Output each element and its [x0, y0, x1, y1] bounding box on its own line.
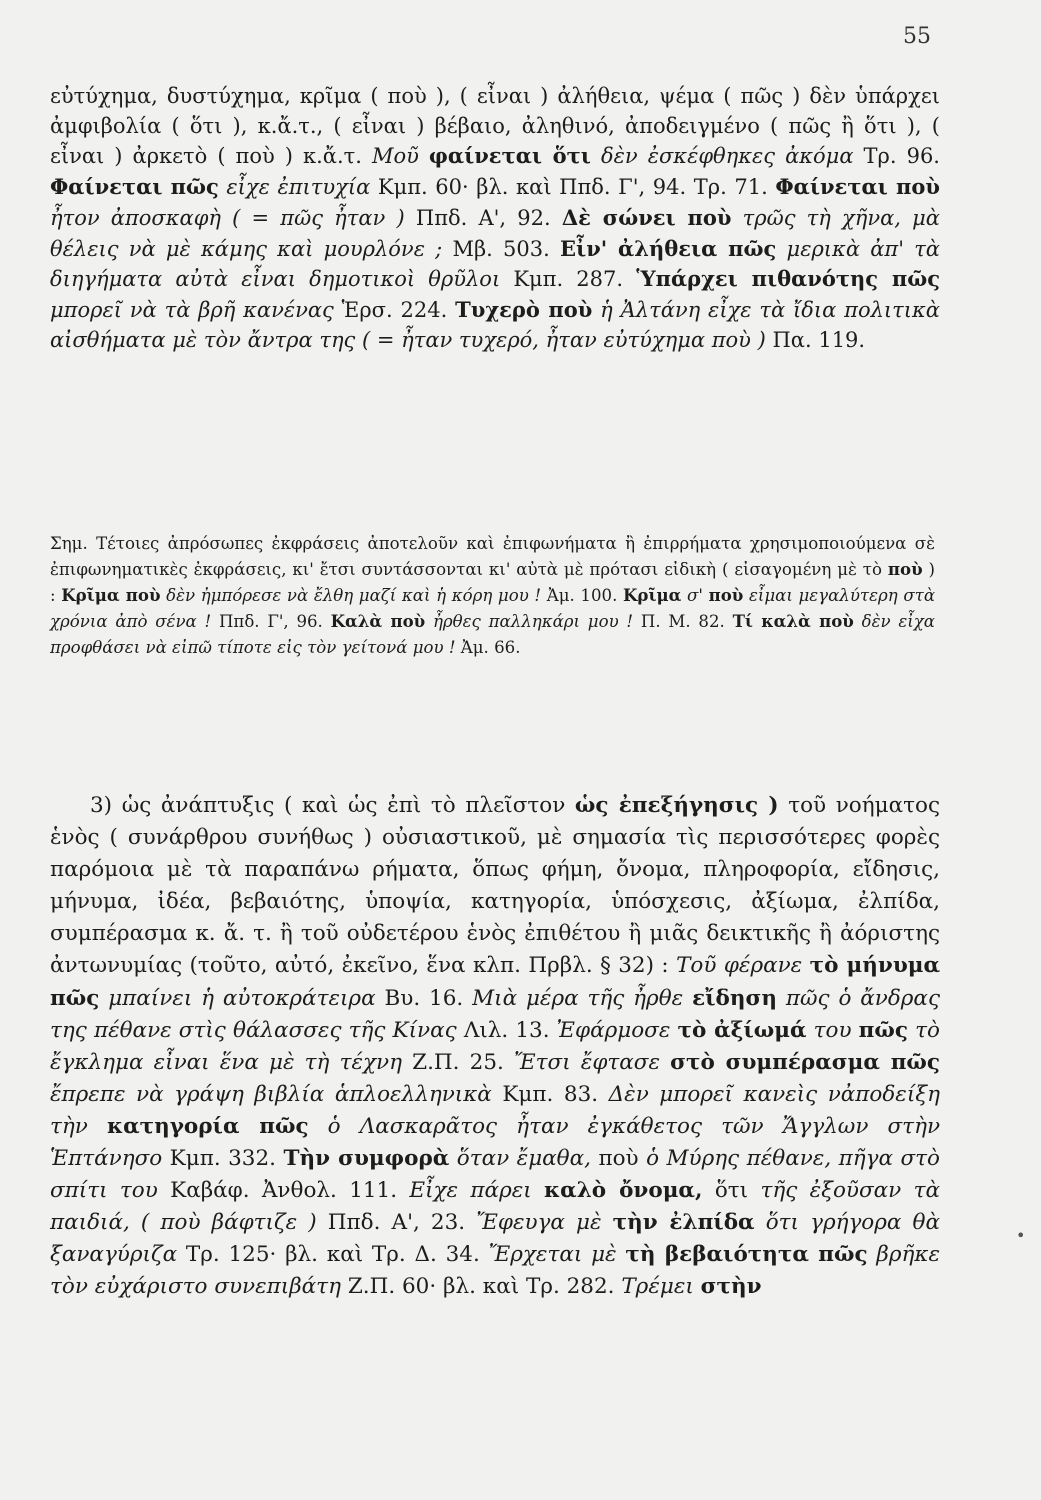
- example-text: ὅτι γρήγορα θὰ ξαναγύριζα: [50, 1210, 940, 1268]
- example-text: εἶμαι μεγαλύτερη στὰ χρόνια ἀπὸ σένα !: [50, 585, 936, 631]
- keyword: Δὲ σώνει ποὺ: [561, 204, 732, 230]
- keyword: Φαίνεται πῶς: [50, 174, 219, 200]
- example-text: Ἔτσι ἔφτασε: [513, 1049, 661, 1075]
- text-run: Τέτοιες ἀπρόσωπες ἐκφράσεις ἀποτελοῦν καὶ ἐπιφωνήματα ἢ ἐπιρρήματα χρησιμοποιούμενα σὲ ἐπιφωνηματικὲς ἐκφράσεις, κι' ἔτσι συντάσσονται κι' αὐτὰ μὲ πρότασι εἰδικὴ ( εἰσαγομένη μὲ τὸ: [50, 534, 935, 579]
- example-text: του: [813, 1017, 852, 1043]
- citation: Ἑρσ. 224.: [341, 297, 448, 322]
- keyword: Τὴν συμφορὰ: [283, 1146, 450, 1172]
- example-text: ἔπρεπε νὰ γράψη βιβλία ἁπλοελληνικὰ: [50, 1081, 492, 1107]
- example-text: μπαίνει ἡ αὐτοκράτειρα: [108, 985, 376, 1011]
- example-text: εἶχε ἐπιτυχία: [226, 175, 371, 200]
- paragraph-impersonal-expressions: [50, 82, 940, 355]
- example-text: δὲν ἠμπόρεσε νὰ ἔλθη μαζί καὶ ἡ κόρη μου !: [166, 585, 542, 605]
- example-text: Εἶχε πάρει: [409, 1178, 532, 1204]
- text-run: ὡς ἀνάπτυξις ( καὶ ὡς ἐπὶ τὸ πλεῖστον: [121, 793, 566, 818]
- example-text: τρῶς τὴ χῆνα, μὰ θέλεις νὰ μὲ κάμης καὶ μουρλόνε ;: [50, 205, 940, 261]
- citation: Π. Μ. 82.: [640, 611, 725, 631]
- citation: Μβ. 503.: [452, 236, 550, 261]
- keyword: Τί καλὰ ποὺ: [732, 610, 854, 631]
- example-text: Μιὰ μέρα τῆς ἦρθε: [472, 985, 684, 1011]
- citation: Τρ. 96.: [863, 144, 940, 169]
- example-text: μερικὰ ἀπ' τὰ διηγήματα αὐτὰ εἶναι δημοτικοὶ θρῦλοι: [50, 236, 940, 292]
- keyword: τὸ μήνυμα πῶς: [50, 953, 941, 1011]
- citation: Ζ.Π. 60· βλ. καὶ Τρ. 282.: [347, 1274, 615, 1300]
- keyword: πῶς: [858, 1017, 908, 1043]
- example-text: δὲν εἶχα προφθάσει νὰ εἰπῶ τίποτε εἰς τὸν γείτονά μου !: [50, 611, 935, 657]
- keyword: εἴδηση: [692, 985, 777, 1011]
- citation: Ππδ. Γ', 96.: [218, 611, 323, 631]
- example-text: ἡ Ἀλτάνη εἶχε τὰ ἴδια πολιτικὰ αἰσθήματα μὲ τὸν ἄντρα της ( = ἦταν τυχερό, ἦταν εὐτύχημα ποὺ ): [50, 297, 940, 352]
- text-run: τοῦ νοήματος ἑνὸς ( συνάρθρου συνήθως ) οὐσιαστικοῦ, μὲ σημασία τὶς περισσότερες φορὲς παρόμοια μὲ τὰ παραπάνω ρήματα, ὅπως φήμη, ὄνομα, πληροφορία, εἴδησις, μήνυμα, ἰδέα, βεβαιότης, ὑποψία, κατηγορία, ὑπόσχεσις, ἀξίωμα, ἐλπίδα, συμπέρασμα κ. ἄ. τ. ἢ τοῦ οὐδετέρου ἑνὸς ἐπιθέτου ἢ μιᾶς δεικτικῆς ἢ ἀόριστης ἀντωνυμίας (τοῦτο, αὐτό, ἐκεῖνο, ἕνα κλπ. Πρβλ. § 32) :: [50, 793, 941, 979]
- example-text: Τρέμει: [621, 1274, 694, 1300]
- example-text: Ἔφευγα μὲ: [476, 1210, 602, 1236]
- keyword: τὸ ἀξίωμά: [677, 1017, 807, 1043]
- text-run: ) :: [50, 559, 935, 605]
- keyword: Φαίνεται ποὺ: [775, 174, 940, 200]
- example-text: Δὲν μπορεῖ κανεὶς νἀποδείξη τὴν: [50, 1081, 940, 1139]
- citation: Βυ. 16.: [384, 985, 464, 1011]
- citation: Λιλ. 13.: [463, 1017, 550, 1043]
- example-text: Τοῦ φέρανε: [676, 953, 803, 979]
- keyword: ποὺ: [708, 584, 744, 605]
- keyword: τὴν ἐλπίδα: [612, 1210, 755, 1236]
- example-text: ὅταν ἔμαθα,: [456, 1146, 591, 1172]
- note-label: Σημ.: [50, 534, 88, 553]
- example-text: ὁ Μύρης πέθανε, πῆγα στὸ σπίτι του: [50, 1146, 940, 1204]
- keyword: στὸ συμπέρασμα πῶς: [670, 1049, 940, 1075]
- example-text: σ': [687, 585, 703, 605]
- keyword: στὴν: [700, 1274, 762, 1300]
- keyword: τὴ βεβαιότητα πῶς: [625, 1242, 868, 1268]
- citation: Κμπ. 287.: [513, 267, 624, 292]
- section-number: 3): [90, 793, 113, 818]
- example-text: Ἔρχεται μὲ: [488, 1242, 617, 1268]
- example-text: βρῆκε τὸν εὐχάριστο συνεπιβάτη: [50, 1242, 940, 1300]
- citation: Καβάφ. Ἀνθολ. 111.: [170, 1178, 398, 1204]
- example-text: δὲν ἐσκέφθηκες ἀκόμα: [601, 144, 854, 169]
- keyword: Κρῖμα ποὺ: [61, 584, 161, 605]
- keyword: καλὸ ὄνομα,: [544, 1178, 703, 1204]
- citation: Ππδ. Α', 23.: [327, 1210, 466, 1236]
- citation: Κμπ. 83.: [502, 1081, 599, 1107]
- text-run: εὐτύχημα, δυστύχημα, κρῖμα ( ποὺ ), ( εἶναι ) ἀλήθεια, ψέμα ( πῶς ) δὲν ὑπάρχει ἀμφιβολία ( ὅτι ), κ.ἄ.τ., ( εἶναι ) βέβαιο, ἀληθινό, ἀποδειγμένο ( πῶς ἢ ὅτι ), ( εἶναι ) ἀρκετὸ ( ποὺ ) κ.ἄ.τ.: [50, 84, 940, 169]
- citation: Ἀμ. 100.: [546, 585, 618, 605]
- citation: Ππδ. Α', 92.: [415, 205, 551, 230]
- keyword: Εἶν' ἀλήθεια πῶς: [560, 235, 777, 261]
- keyword: φαίνεται ὅτι: [428, 143, 591, 169]
- example-text: τῆς ἐξοῦσαν τὰ παιδιά, ( ποὺ βάφτιζε ): [50, 1178, 940, 1236]
- citation: Κμπ. 332.: [169, 1146, 277, 1172]
- example-text: πῶς ὁ ἄνδρας της πέθανε στὶς θάλασσες τῆς Κίνας: [50, 985, 940, 1043]
- keyword: Καλὰ ποὺ: [330, 610, 426, 631]
- citation: Ἀμ. 66.: [460, 637, 521, 657]
- citation: Τρ. 125· βλ. καὶ Τρ. Δ. 34.: [185, 1242, 480, 1268]
- keyword: Κρῖμα: [623, 584, 682, 605]
- page-number: 55: [903, 24, 931, 49]
- keyword: Ὑπάρχει πιθανότης πῶς: [636, 266, 940, 292]
- note-paragraph: [50, 531, 935, 661]
- citation: Πα. 119.: [772, 327, 866, 352]
- citation: Κμπ. 60· βλ. καὶ Ππδ. Γ', 94. Τρ. 71.: [377, 175, 768, 200]
- margin-bullet: •: [1016, 1226, 1026, 1245]
- example-text: τὸ ἔγκλημα εἶναι ἕνα μὲ τὴ τέχνη: [50, 1017, 940, 1075]
- example-text: ἦρθες παλληκάρι μου !: [432, 611, 634, 631]
- example-text: ὁ Λασκαρᾶτος ἦταν ἐγκάθετος τῶν Ἄγγλων στὴν Ἑπτάνησο: [50, 1113, 941, 1172]
- text-run: ὅτι: [714, 1178, 749, 1204]
- example-text: Ἐφάρμοσε: [556, 1017, 671, 1043]
- keyword: ποὺ: [887, 558, 923, 579]
- keyword: Τυχερὸ ποὺ: [455, 296, 593, 322]
- citation: Ζ.Π. 25.: [412, 1049, 504, 1075]
- example-text: μπορεῖ νὰ τὰ βρῆ κανένας: [50, 297, 334, 322]
- example-text: ἦτον ἀποσκαφὴ ( = πῶς ἦταν ): [50, 205, 405, 230]
- keyword: ὡς ἐπεξήγησις ): [574, 793, 779, 818]
- section-3-paragraph: [50, 790, 940, 1304]
- example-text: Μοῦ: [371, 144, 419, 169]
- text-run: ποὺ: [598, 1146, 639, 1172]
- keyword: κατηγορία πῶς: [106, 1113, 309, 1139]
